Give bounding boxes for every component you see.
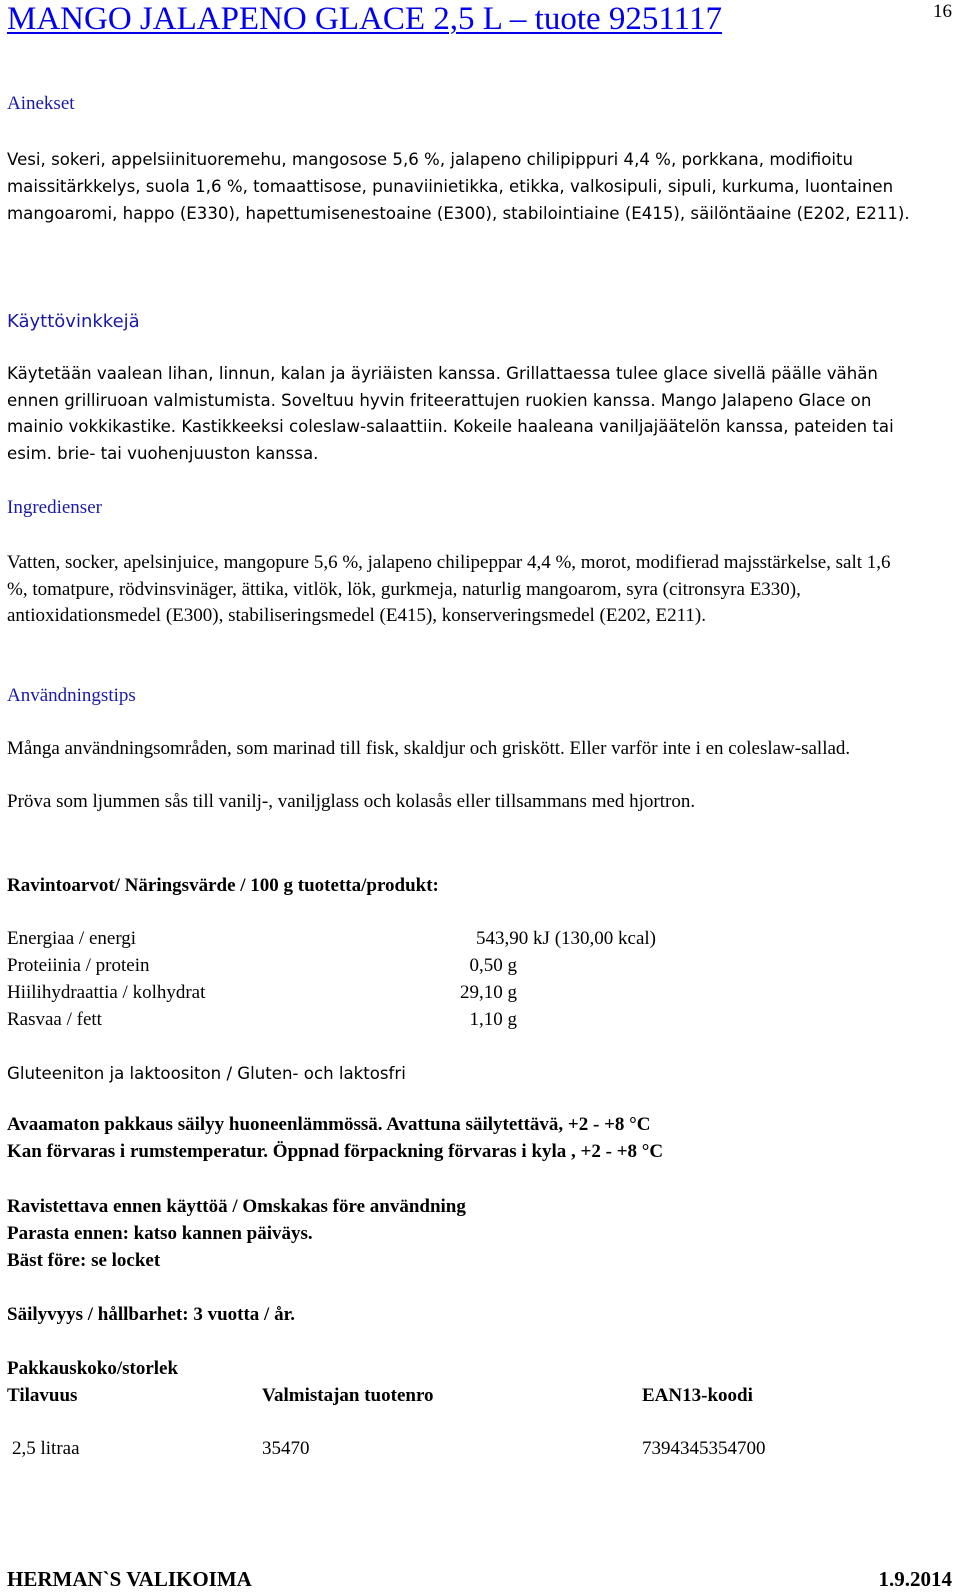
shake-instruction: Ravistettava ennen käyttöä / Omskakas före användning xyxy=(7,1196,466,1217)
nutrition-label: Hiilihydraattia / kolhydrat xyxy=(7,982,206,1003)
nutrition-label: Proteiinia / protein xyxy=(7,955,150,976)
anvandningstips-line1: Många användningsområden, som marinad till fisk, skaldjur och griskött. Eller varför inte i en coleslaw-sallad. xyxy=(7,738,851,759)
nutrition-heading: Ravintoarvot/ Näringsvärde / 100 g tuotetta/produkt: xyxy=(7,875,439,896)
section-heading-ainekset: Ainekset xyxy=(7,93,75,114)
nutrition-row xyxy=(7,952,707,979)
nutrition-label: Rasvaa / fett xyxy=(7,1009,102,1030)
page-title: MANGO JALAPENO GLACE 2,5 L – tuote 9251117 xyxy=(7,1,722,37)
page-number: 16 xyxy=(933,1,952,22)
nutrition-value: 0,50 g xyxy=(469,955,517,976)
package-heading: Pakkauskoko/storlek xyxy=(7,1358,179,1379)
package-column-volume: Tilavuus xyxy=(7,1385,78,1406)
ingredienser-text: Vatten, socker, apelsinjuice, mangopure 5,6 %, jalapeno chilipeppar 4,4 %, morot, modifierad majsstärkelse, salt 1,6 %, tomatpure, rödvinsvinäger, ättika, vitlök, lök, gurkmeja, naturlig mangoarom, syra (citronsyra E330), antioxidationsmedel (E300), stabiliseringsmedel (E415), konserveringsmedel (E202, E211). xyxy=(7,552,891,626)
storage-fi: Avaamaton pakkaus säilyy huoneenlämmössä. Avattuna säilytettävä, +2 - +8 °C xyxy=(7,1114,651,1135)
storage-sv: Kan förvaras i rumstemperatur. Öppnad förpackning förvaras i kyla , +2 - +8 °C xyxy=(7,1141,664,1162)
nutrition-row xyxy=(7,979,707,1006)
package-value-volume: 2,5 litraa xyxy=(12,1438,80,1459)
anvandningstips-line2: Pröva som ljummen sås till vanilj-, vaniljglass och kolasås eller tillsammans med hjortron. xyxy=(7,791,696,812)
kayttovinkkeja-text: Käytetään vaalean lihan, linnun, kalan ja äyriäisten kanssa. Grillattaessa tulee glace sivellä päälle vähän ennen grilliruoan valmistumista. Soveltuu hyvin friteerattujen ruokien kanssa. Mango Jalapeno Glace on mainio vokkikastike. Kastikkeeksi coleslaw-salaattiin. Kokeile haaleana vaniljajäätelön kanssa, pateiden tai esim. brie- tai vuohenjuuston kanssa. xyxy=(7,364,894,463)
footer-brand: HERMAN`S VALIKOIMA xyxy=(7,1567,252,1591)
nutrition-value: 1,10 g xyxy=(469,1009,517,1030)
nutrition-value: 543,90 kJ (130,00 kcal) xyxy=(476,928,656,949)
shelf-life: Säilyvyys / hållbarhet: 3 vuotta / år. xyxy=(7,1304,296,1325)
section-heading-anvandningstips: Användningstips xyxy=(7,685,136,706)
allergen-note: Gluteeniton ja laktoositon / Gluten- och laktosfri xyxy=(7,1064,406,1083)
section-heading-ingredienser: Ingredienser xyxy=(7,497,102,518)
package-column-ean: EAN13-koodi xyxy=(642,1385,753,1406)
best-before-fi: Parasta ennen: katso kannen päiväys. xyxy=(7,1223,313,1244)
nutrition-row xyxy=(7,925,707,952)
nutrition-value: 29,10 g xyxy=(460,982,517,1003)
ainekset-text: Vesi, sokeri, appelsiinituoremehu, mangosose 5,6 %, jalapeno chilipippuri 4,4 %, porkkana, modifioitu maissitärkkelys, suola 1,6 %, tomaattisose, punaviinietikka, etikka, valkosipuli, sipuli, kurkuma, luontainen mangoaromi, happo (E330), hapettumisenestoaine (E300), stabilointiaine (E415), säilöntäaine (E202, E211). xyxy=(7,150,910,223)
package-column-product-number: Valmistajan tuotenro xyxy=(262,1385,434,1406)
nutrition-row xyxy=(7,1006,707,1033)
footer-date: 1.9.2014 xyxy=(878,1567,952,1591)
nutrition-label: Energiaa / energi xyxy=(7,928,137,949)
package-value-product-number: 35470 xyxy=(262,1438,310,1459)
package-value-ean: 7394345354700 xyxy=(642,1438,766,1459)
section-heading-kayttovinkkeja: Käyttövinkkejä xyxy=(7,311,140,332)
best-before-sv: Bäst före: se locket xyxy=(7,1250,161,1271)
